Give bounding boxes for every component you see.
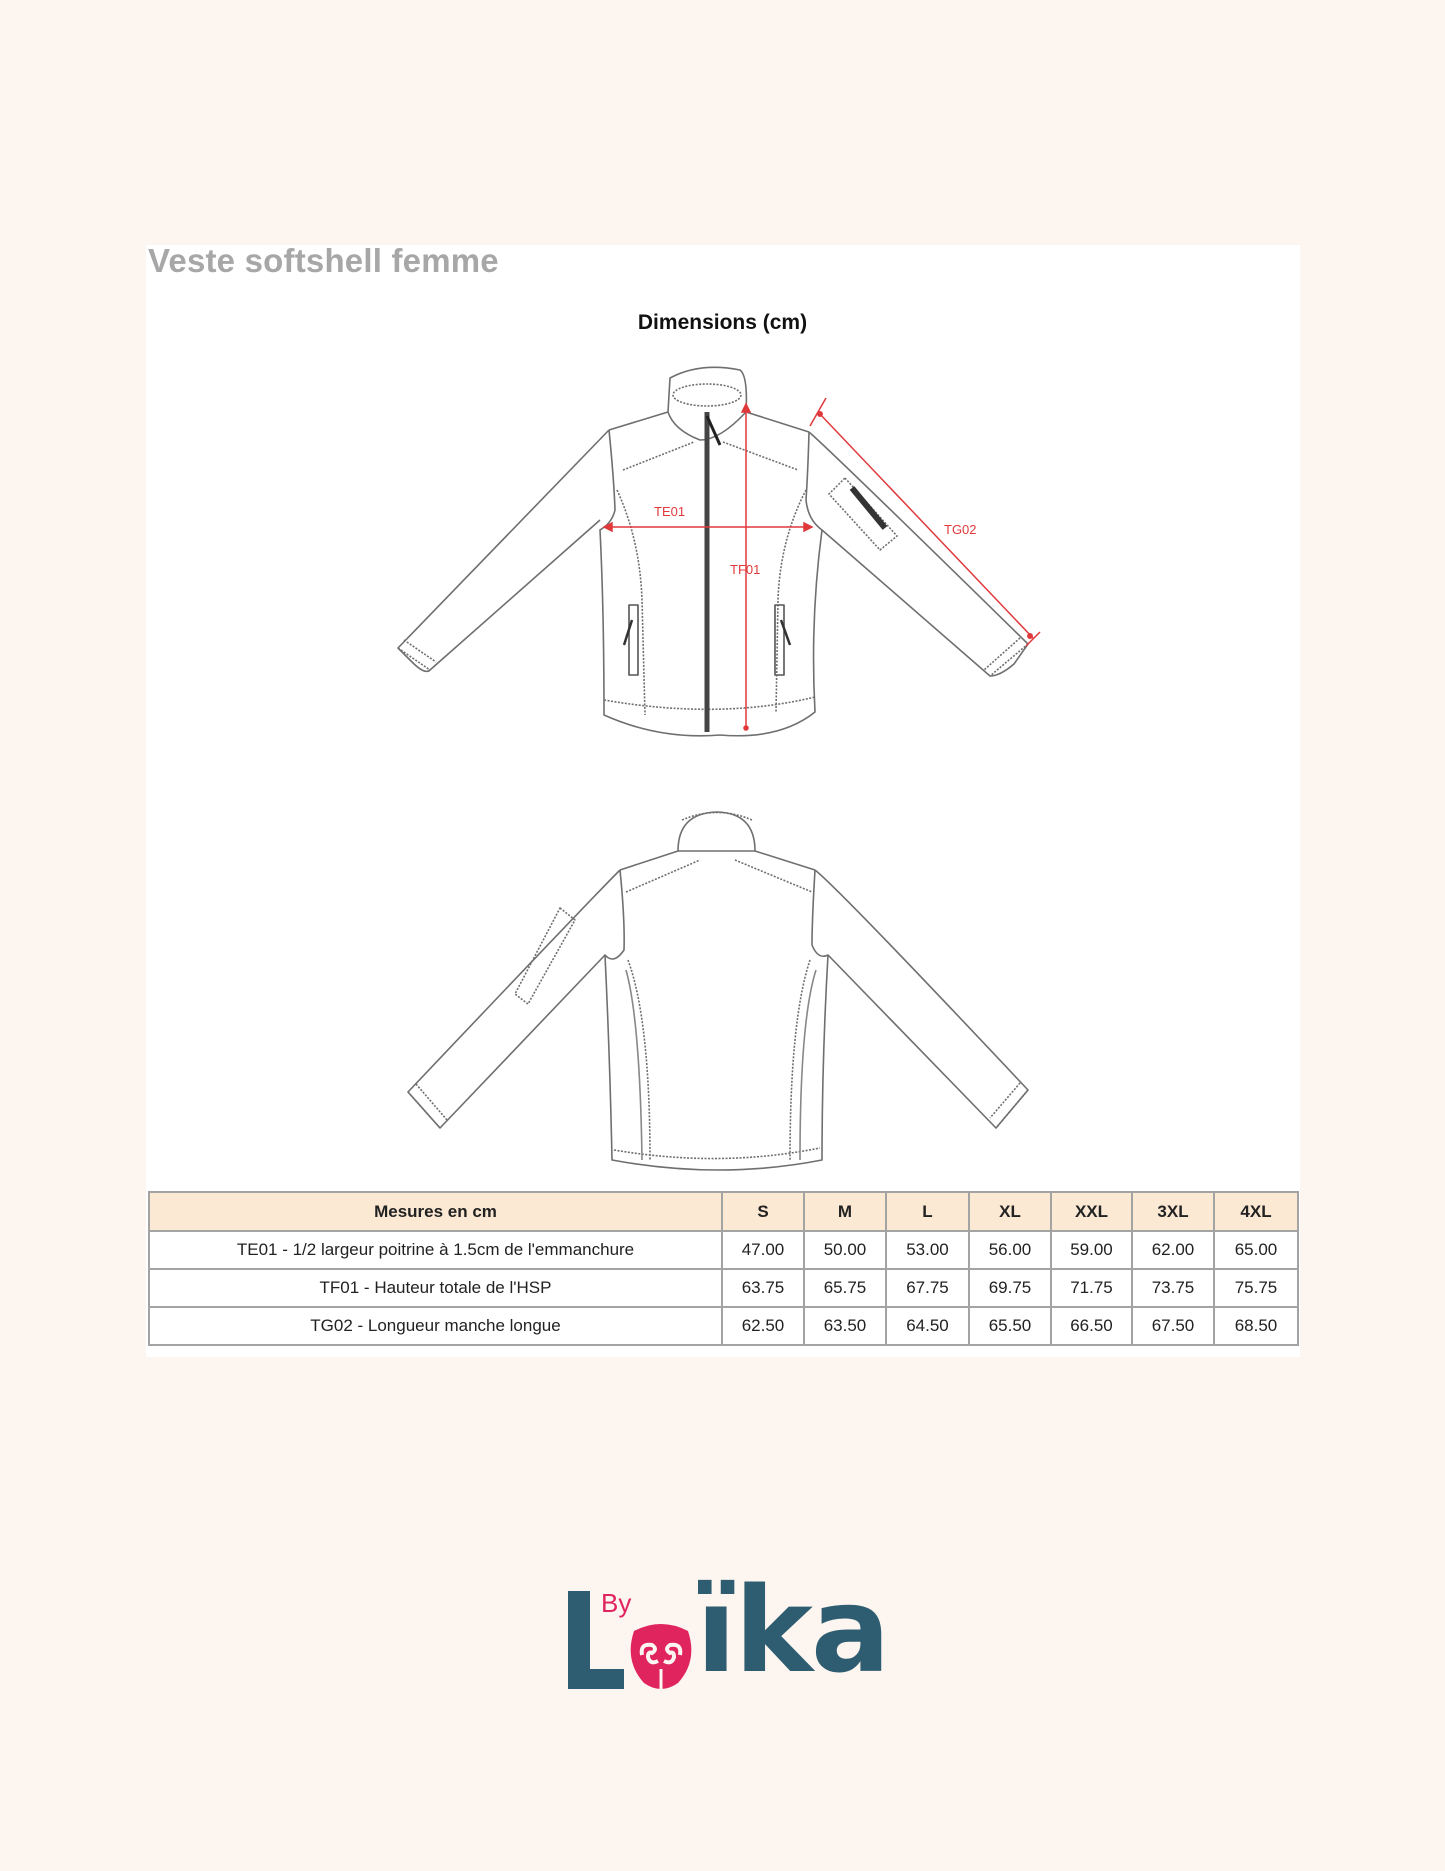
cell-value: 66.50 bbox=[1051, 1307, 1132, 1345]
cell-value: 64.50 bbox=[886, 1307, 969, 1345]
cell-value: 50.00 bbox=[804, 1231, 886, 1269]
cell-value: 75.75 bbox=[1214, 1269, 1298, 1307]
table-row bbox=[149, 1269, 1298, 1307]
cell-value: 63.75 bbox=[722, 1269, 804, 1307]
cell-value: 63.50 bbox=[804, 1307, 886, 1345]
size-table bbox=[148, 1191, 1299, 1346]
tg02-measure-line bbox=[818, 412, 1033, 638]
tg02-label: TG02 bbox=[944, 522, 977, 537]
table-header-row bbox=[149, 1192, 1298, 1231]
cell-value: 71.75 bbox=[1051, 1269, 1132, 1307]
header-size: XXL bbox=[1051, 1192, 1132, 1231]
table-row bbox=[149, 1307, 1298, 1345]
te01-label: TE01 bbox=[654, 504, 686, 519]
header-size: XL bbox=[969, 1192, 1051, 1231]
logo-letter-l-base bbox=[568, 1669, 624, 1689]
cell-value: 56.00 bbox=[969, 1231, 1051, 1269]
jacket-back-illustration bbox=[408, 812, 1028, 1170]
logo-wordmark: ïka bbox=[696, 1561, 889, 1699]
cell-value: 65.00 bbox=[1214, 1231, 1298, 1269]
table-row bbox=[149, 1231, 1298, 1269]
brand-logo bbox=[568, 1561, 889, 1699]
diagram-title: Dimensions (cm) bbox=[637, 311, 808, 334]
cell-value: 67.50 bbox=[1132, 1307, 1214, 1345]
header-size: L bbox=[886, 1192, 969, 1231]
dog-nose-icon bbox=[628, 1621, 694, 1691]
header-size: 4XL bbox=[1214, 1192, 1298, 1231]
row-label: TE01 - 1/2 largeur poitrine à 1.5cm de l'emmanchure bbox=[149, 1231, 722, 1269]
logo-by-text: By bbox=[601, 1588, 632, 1618]
row-label: TF01 - Hauteur totale de l'HSP bbox=[149, 1269, 722, 1307]
header-size: S bbox=[722, 1192, 804, 1231]
cell-value: 62.00 bbox=[1132, 1231, 1214, 1269]
cell-value: 69.75 bbox=[969, 1269, 1051, 1307]
cell-value: 65.50 bbox=[969, 1307, 1051, 1345]
tf01-label: TF01 bbox=[730, 562, 761, 577]
jacket-front-illustration bbox=[398, 367, 1028, 735]
row-label: TG02 - Longueur manche longue bbox=[149, 1307, 722, 1345]
header-size: M bbox=[804, 1192, 886, 1231]
cell-value: 67.75 bbox=[886, 1269, 969, 1307]
cell-value: 59.00 bbox=[1051, 1231, 1132, 1269]
cell-value: 62.50 bbox=[722, 1307, 804, 1345]
header-measures: Mesures en cm bbox=[149, 1192, 722, 1231]
header-size: 3XL bbox=[1132, 1192, 1214, 1231]
cell-value: 73.75 bbox=[1132, 1269, 1214, 1307]
page-title: Veste softshell femme bbox=[148, 242, 499, 279]
cell-value: 68.50 bbox=[1214, 1307, 1298, 1345]
cell-value: 65.75 bbox=[804, 1269, 886, 1307]
cell-value: 53.00 bbox=[886, 1231, 969, 1269]
cell-value: 47.00 bbox=[722, 1231, 804, 1269]
